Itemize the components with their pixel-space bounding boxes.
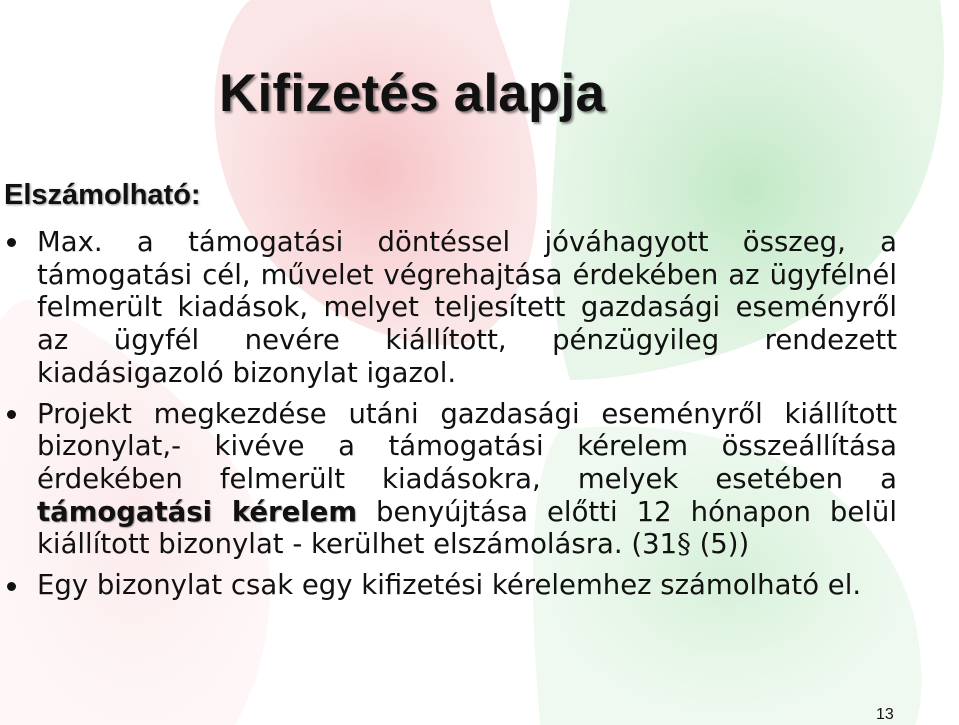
bullet-text: Max. a támogatási döntéssel jóváhagyott összeg, a támogatási cél, művelet végrehajtása érdekében az ügyfélnél felmerült kiadások, melyet teljesített gazdasági eseményről az ügyfél nevére kiállított, pénzügyileg rendezett kiadásigazoló bizonylat igazol.	[37, 226, 897, 389]
bullet-text: Egy bizonylat csak egy kifizetési kérelemhez számolható el.	[37, 569, 862, 602]
bullet-item	[0, 226, 959, 390]
bullet-item	[0, 569, 959, 602]
bullet-icon	[7, 238, 16, 247]
bullet-icon	[7, 582, 16, 591]
page-number: 13	[876, 706, 894, 723]
bullet-text-part: benyújtása előtti 12 hónapon belül kiállított bizonylat - kerülhet elszámolásra. (31	[37, 495, 897, 561]
bullet-text	[37, 398, 897, 562]
bullet-text-part: (5))	[690, 528, 750, 561]
emphasized-text: támogatási kérelem	[37, 495, 357, 528]
bullet-item	[0, 398, 959, 562]
slide-title: Kifizetés alapja	[219, 64, 606, 123]
section-heading: Elszámolható:	[4, 179, 201, 211]
bullet-icon	[7, 410, 16, 419]
bullet-text-part: Projekt megkezdése utáni gazdasági eseményről kiállított bizonylat,- kivéve a támogatási kérelem összeállítása érdekében felmerült kiadásokra, melyek esetében a	[37, 397, 897, 495]
bullet-list	[0, 226, 959, 602]
section-sign: §	[677, 528, 691, 561]
